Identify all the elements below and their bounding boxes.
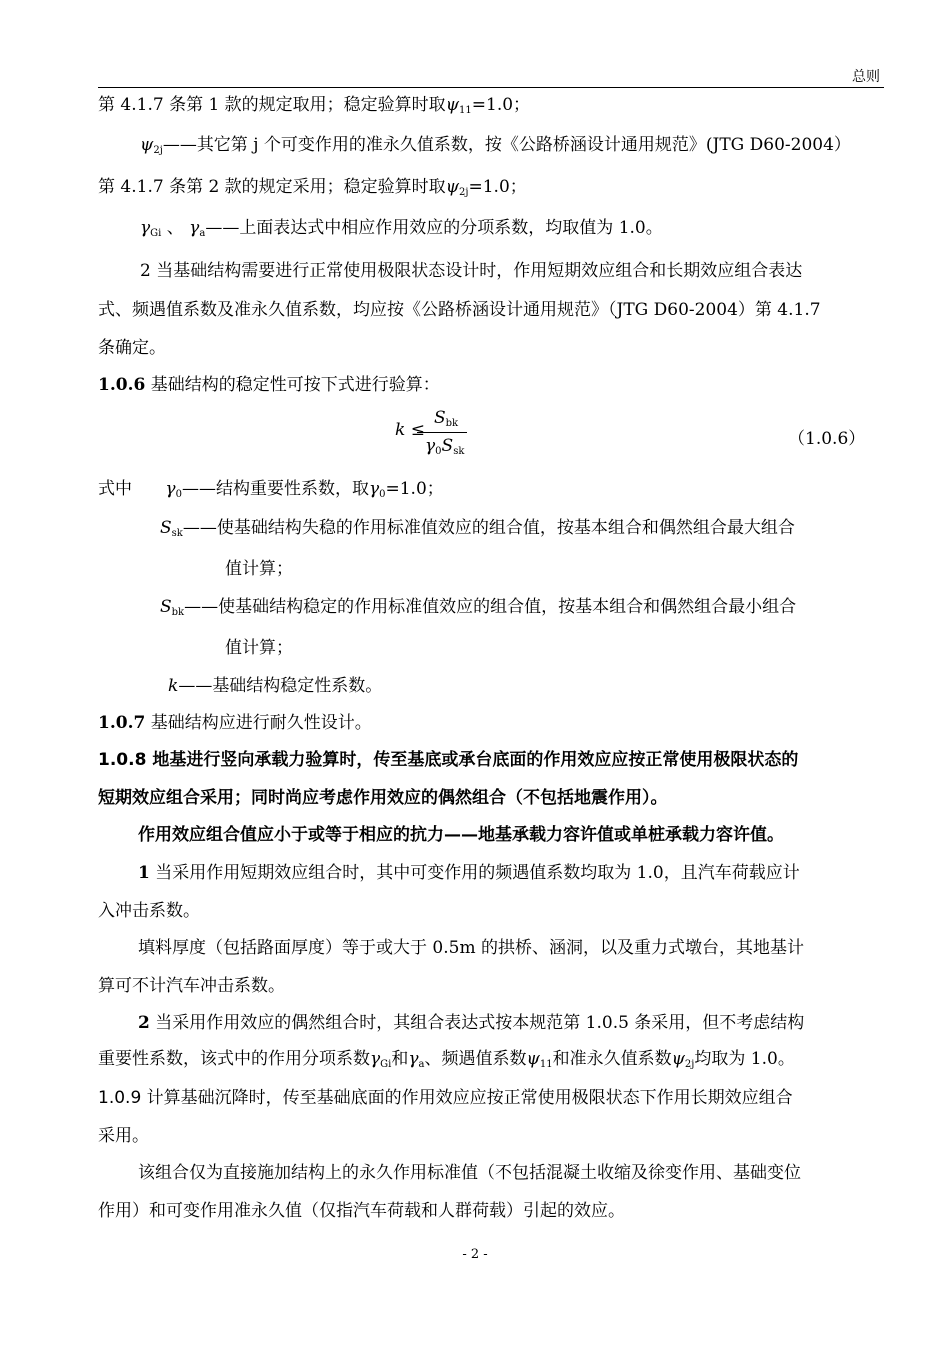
line-22: 算可不计汽车冲击系数。: [98, 976, 285, 996]
line-26: 采用。: [98, 1126, 149, 1146]
text: 当采用作用短期效应组合时，其中可变作用的频遇值系数均取为 1.0，且汽车荷载应计: [155, 863, 800, 883]
text: =1.0；: [385, 479, 444, 499]
text: 第 4.1.7 条第 2 款的规定采用；稳定验算时取: [98, 177, 446, 197]
text: ——基础结构稳定性系数。: [178, 676, 383, 696]
s-sk: $S_{sk}$: [160, 518, 183, 539]
line-8: [98, 375, 440, 395]
fraction-bar: [417, 432, 467, 433]
text: ——其它第 j 个可变作用的准永久值系数，按《公路桥涵设计通用规范》(JTG D60-2004）: [162, 135, 851, 155]
text: =1.0；: [471, 95, 531, 115]
line-12: [160, 597, 796, 619]
psi-2j: $\psi_{2j}$: [445, 177, 469, 198]
clause-number: 1.0.7: [98, 713, 146, 733]
line-27: 该组合仅为直接施加结构上的永久作用标准值（不包括混凝土收缩及徐变作用、基础变位: [138, 1163, 801, 1183]
text: 第 4.1.7 条第 1 款的规定取用；稳定验算时取: [98, 95, 446, 115]
line-19: [138, 863, 800, 883]
text: 和: [391, 1049, 409, 1069]
text: 当采用作用效应的偶然组合时，其组合表达式按本规范第 1.0.5 条采用，但不考虑结构: [155, 1013, 805, 1033]
s-bk: $S_{bk}$: [160, 597, 185, 618]
line-11: 值计算；: [225, 559, 293, 579]
line-13: 值计算；: [225, 638, 293, 658]
psi-11: $\psi_{11}$: [445, 95, 472, 116]
equation-number: （1.0.6）: [788, 429, 866, 449]
text: ——上面表达式中相应作用效应的分项系数，均取值为 1.0。: [205, 218, 663, 238]
text: ——使基础结构失稳的作用标准值效应的组合值，按基本组合和偶然组合最大组合: [182, 518, 795, 538]
line-2: [140, 135, 851, 157]
text: ——使基础结构稳定的作用标准值效应的组合值，按基本组合和偶然组合最小组合: [184, 597, 797, 617]
line-5: 2 当基础结构需要进行正常使用极限状态设计时，作用短期效应组合和长期效应组合表达: [140, 261, 803, 281]
formula-numerator: $S_{bk}$: [433, 408, 459, 429]
k-symbol: k: [168, 676, 179, 696]
line-14: [168, 676, 382, 696]
formula-lhs: k ≤: [395, 420, 425, 440]
text: 式中: [98, 479, 132, 499]
gamma-a: $\gamma_a$: [408, 1049, 425, 1070]
text: 、频遇值系数: [424, 1049, 527, 1069]
header-rule: [98, 87, 884, 88]
line-6: 式、频遇值系数及准永久值系数，均应按《公路桥涵设计通用规范》（JTG D60-2004）第 4.1.7: [98, 300, 821, 320]
gamma-gi: $\gamma_{Gi}$: [140, 218, 162, 239]
page-number: - 2 -: [462, 1247, 488, 1262]
line-9: [98, 479, 444, 501]
formula-1-0-6: [395, 408, 485, 458]
line-20: 入冲击系数。: [98, 901, 200, 921]
item-number: 1: [138, 863, 150, 883]
gamma-a: $\gamma_a$: [189, 218, 206, 239]
line-25: 1.0.9 计算基础沉降时，传至基础底面的作用效应应按正常使用极限状态下作用长期效应组合: [98, 1088, 793, 1108]
text: ——结构重要性系数，取: [181, 479, 369, 499]
gamma-0: $\gamma_0$: [368, 479, 386, 500]
psi-2j: $\psi_{2j}$: [671, 1049, 695, 1070]
psi-2j: $\psi_{2j}$: [140, 135, 163, 156]
line-23: [138, 1013, 804, 1033]
line-24: [98, 1049, 795, 1071]
line-4: $\gamma_{Gi}$ 、 $\gamma_a——$上面表达式中相应作用效应的分项系数，均取值为 1.0。: [140, 218, 663, 239]
line-3: [98, 177, 527, 199]
line-15: [98, 713, 372, 733]
text: 和准永久值系数: [552, 1049, 672, 1069]
text: 基础结构的稳定性可按下式进行验算：: [150, 375, 440, 395]
gamma-0: $\gamma_0$: [165, 479, 182, 500]
line-17: 短期效应组合采用；同时尚应考虑作用效应的偶然组合（不包括地震作用）。: [98, 788, 668, 808]
line-16: 1.0.8 地基进行竖向承载力验算时，传至基底或承台底面的作用效应应按正常使用极限状态的: [98, 750, 799, 770]
gamma-gi: $\gamma_{Gi}$: [370, 1049, 392, 1070]
line-10: [160, 518, 795, 540]
line-1: [98, 95, 530, 117]
line-18: 作用效应组合值应小于或等于相应的抗力——地基承载力容许值或单桩承载力容许值。: [138, 825, 784, 845]
formula-denominator: $\gamma_0S_{sk}$: [425, 436, 465, 457]
item-number: 2: [138, 1013, 150, 1033]
line-21: 填料厚度（包括路面厚度）等于或大于 0.5m 的拱桥、涵洞，以及重力式墩台，其地基计: [138, 938, 804, 958]
clause-number: 1.0.6: [98, 375, 146, 395]
text: =1.0；: [468, 177, 527, 197]
header-section-title: 总则: [852, 69, 880, 85]
line-28: 作用）和可变作用准永久值（仅指汽车荷载和人群荷载）引起的效应。: [98, 1201, 625, 1221]
line-7: 条确定。: [98, 338, 166, 358]
psi-11: $\psi_{11}$: [526, 1049, 553, 1070]
text: 均取为 1.0。: [694, 1049, 795, 1069]
text: 重要性系数，该式中的作用分项系数: [98, 1049, 370, 1069]
text: 基础结构应进行耐久性设计。: [150, 713, 372, 733]
